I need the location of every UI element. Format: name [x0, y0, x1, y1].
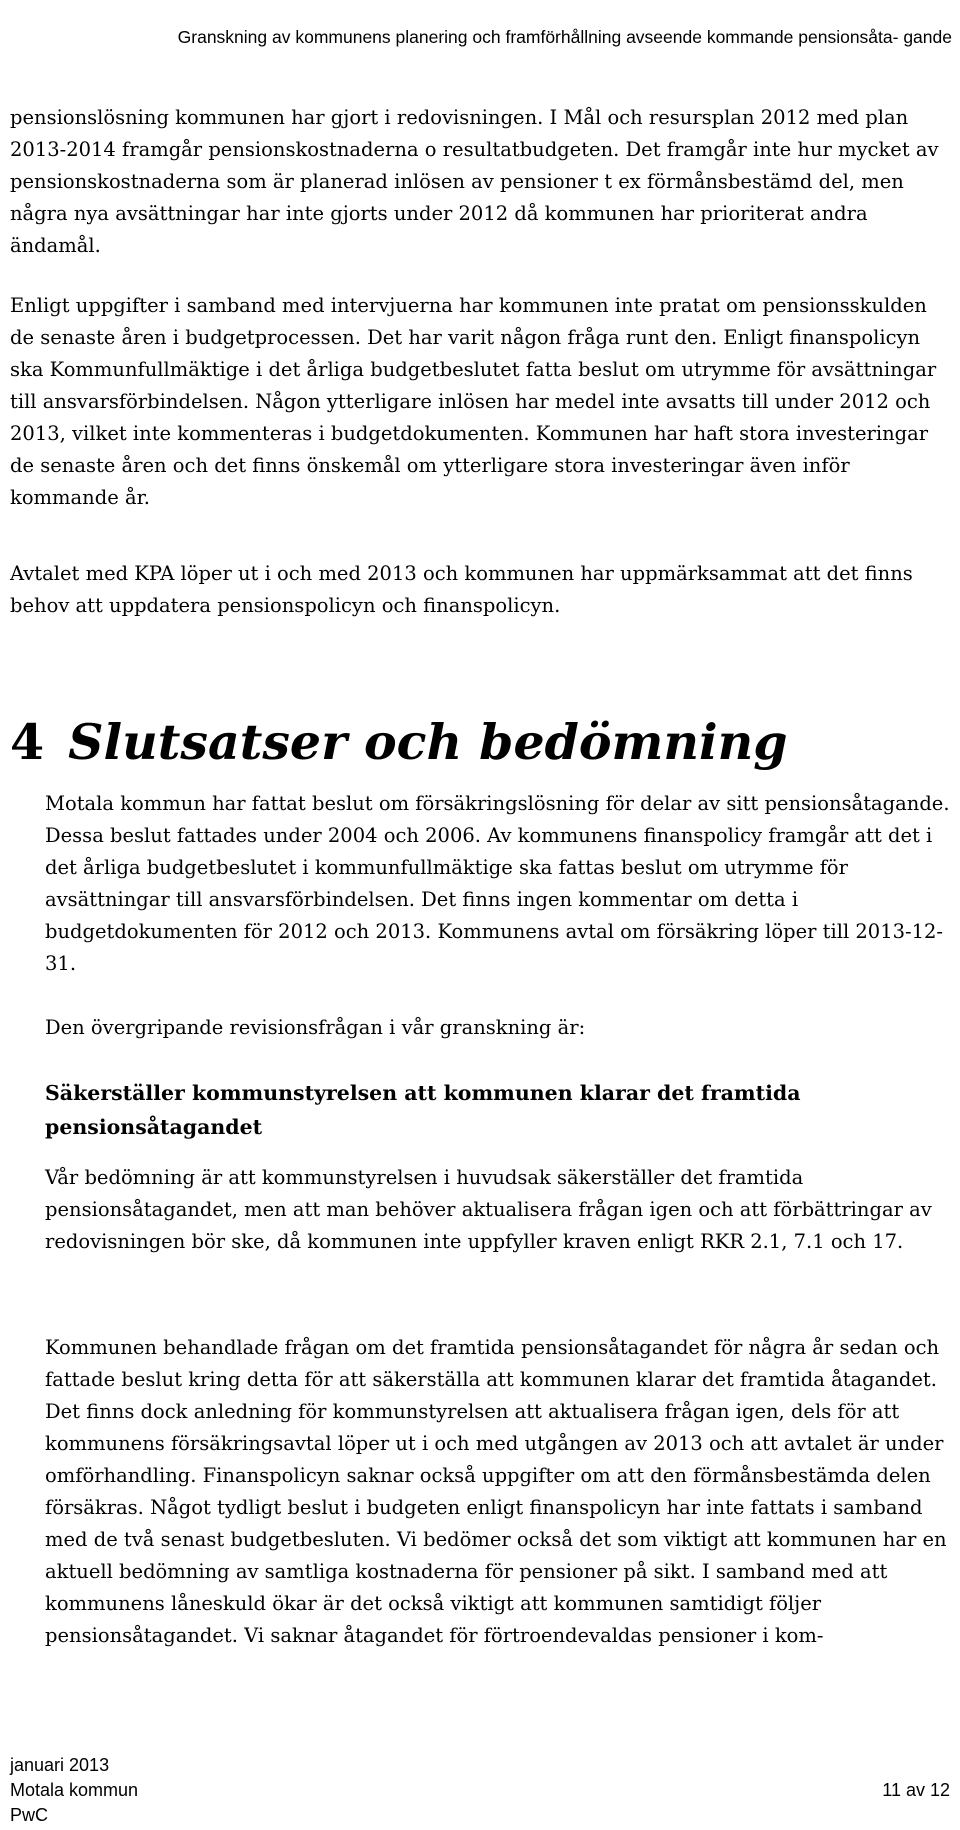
section-number: 4 — [10, 713, 45, 771]
body-paragraph-1: pensionslösning kommunen har gjort i redovisningen. I Mål och resursplan 2012 med plan 2013-2014 framgår pensionskostnaderna o resultatbudgeten. Det framgår inte hur mycket av pensionskostnaderna som är planerad inlösen av pensioner t ex förmånsbestämd del, men några nya avsättningar har inte gjorts under 2012 då kommunen har prioriterat andra ändamål. — [10, 106, 939, 257]
section-paragraph-1: Motala kommun har fattat beslut om försäkringslösning för delar av sitt pensionsåtagande. Dessa beslut fattades under 2004 och 2006. Av kommunens finanspolicy framgår att det i det årliga budgetbeslutet i kommunfullmäktige ska fattas beslut om utrymme för avsättningar till ansvarsförbindelsen. Det finns ingen kommentar om detta i budgetdokumenten för 2012 och 2013. Kommunens avtal om försäkring löper till 2013-12-31. — [45, 792, 950, 975]
footer-organization: Motala kommun — [10, 1780, 139, 1800]
section-paragraph-4: Kommunen behandlade frågan om det framtida pensionsåtagandet för några år sedan och fattade beslut kring detta för att säkerställa att kommunen klarar det framtida åtagandet. Det finns dock anledning för kommunstyrelsen att aktualisera frågan igen, dels för att kommunens försäkringsavtal löper ut i och med utgången av 2013 och att avtalet är under omförhandling. Finanspolicyn saknar också uppgifter om att den förmånsbestämda delen försäkras. Något tydligt beslut i budgeten enligt finanspolicyn har inte fattats i samband med de två senast budgetbesluten. Vi bedömer också det som viktigt att kommunen har en aktuell bedömning av samtliga kostnaderna för pensioner på sikt. I samband med att kommunens låneskuld ökar är det också viktigt att kommunen samtidigt följer pensionsåtagandet. Vi saknar åtagandet för förtroendevaldas pensioner i kom- — [45, 1336, 947, 1647]
page-number: 11 av 12 — [882, 1780, 950, 1800]
section-paragraph-2: Den övergripande revisionsfrågan i vår granskning är: — [45, 1016, 586, 1039]
body-paragraph-3: Avtalet med KPA löper ut i och med 2013 och kommunen har uppmärksammat att det finns behov att uppdatera pensionspolicyn och finanspolicyn. — [10, 562, 913, 617]
section-title: Slutsatser och bedömning — [68, 713, 788, 771]
section-heading — [10, 712, 788, 772]
running-header: Granskning av kommunens planering och framförhållning avseende kommande pensionsåta- gande — [177, 27, 952, 47]
section-paragraph-3: Vår bedömning är att kommunstyrelsen i huvudsak säkerställer det framtida pensionsåtagandet, men att man behöver aktualisera frågan igen och att förbättringar av redovisningen bör ske, då kommunen inte uppfyller kraven enligt RKR 2.1, 7.1 och 17. — [45, 1166, 932, 1253]
revision-question: Säkerställer kommunstyrelsen att kommunen klarar det framtida pensionsåtagandet — [45, 1081, 801, 1139]
body-paragraph-2: Enligt uppgifter i samband med intervjuerna har kommunen inte pratat om pensionsskulden de senaste åren i budgetprocessen. Det har varit någon fråga runt den. Enligt finanspolicyn ska Kommunfullmäktige i det årliga budgetbeslutet fatta beslut om utrymme för avsättningar till ansvarsförbindelsen. Någon ytterligare inlösen har medel inte avsatts till under 2012 och 2013, vilket inte kommenteras i budgetdokumenten. Kommunen har haft stora investeringar de senaste åren och det finns önskemål om ytterligare stora investeringar även inför kommande år. — [10, 294, 937, 509]
footer-date: januari 2013 — [10, 1755, 110, 1775]
footer-firm: PwC — [10, 1805, 49, 1825]
